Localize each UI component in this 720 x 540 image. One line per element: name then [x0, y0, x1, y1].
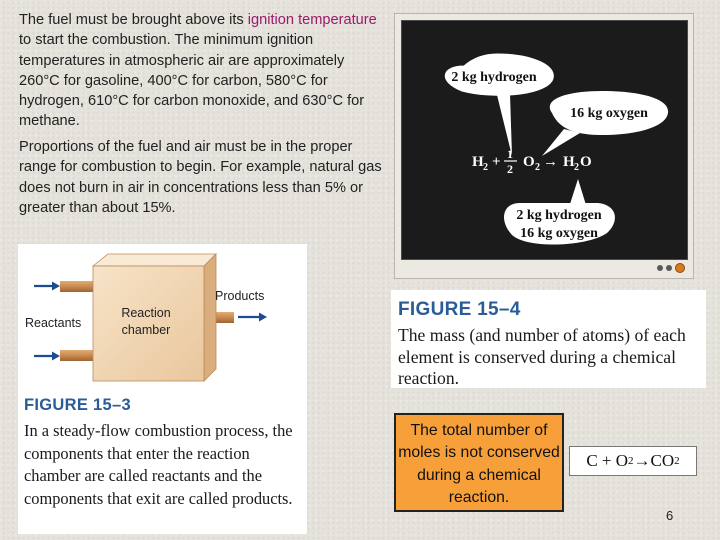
eq-co: CO [650, 451, 675, 470]
control-dot-icon[interactable] [666, 265, 672, 271]
paragraph1-text-after: to start the combustion. The minimum ignition temperatures in atmospheric air are approximately 260°C for gasoline, 400°C for carbon, 580°C for hydrogen, 610°C for carbon monoxide, and 630°C for methane. [19, 32, 365, 130]
eq-frac-den: 2 [507, 162, 513, 176]
eq-o-sub: 2 [628, 455, 634, 467]
figure-15-4-label: FIGURE 15–4 [398, 299, 521, 320]
eq-h2o-o: O [580, 154, 592, 170]
eq-h-sub: 2 [483, 162, 488, 173]
eq-c: C [586, 451, 598, 470]
eq-co-sub: 2 [674, 455, 680, 467]
eq-h2o-sub: 2 [574, 162, 579, 173]
products-label: Products [215, 289, 265, 303]
mass-conservation-animation [394, 13, 694, 279]
figure-15-3-caption: In a steady-flow combustion process, the components that enter the reaction chamber are called reactants and the components that exit are called products. [24, 421, 293, 508]
eq-arrow: → [543, 154, 558, 170]
moles-not-conserved-note: The total number of moles is not conserved during a chemical reaction. [394, 413, 564, 512]
paragraph-fuel-air-proportions: Proportions of the fuel and air must be in the proper range for combustion to begin. For example, natural gas does not burn in air in concentrations less than 5% or greater than about 15%. [19, 139, 382, 216]
figure-15-3 [18, 244, 307, 534]
eq-frac-num: 1 [507, 147, 513, 161]
eq-o: O [523, 154, 535, 170]
eq-o: O [615, 451, 629, 470]
carbon-combustion-equation [569, 446, 697, 476]
eq-plus: + [601, 451, 612, 470]
animation-controls [657, 262, 685, 274]
animation-screen [401, 20, 688, 260]
eq-h2o-h: H [563, 154, 575, 170]
paragraph1-text-before: The fuel must be brought above its [19, 12, 248, 28]
reactant-inlet-pipe-top [60, 281, 93, 292]
hydrogen-combustion-equation [472, 147, 592, 176]
figure-15-3-label: FIGURE 15–3 [24, 396, 131, 414]
reactant-inlet-pipe-bottom [60, 350, 93, 361]
oxygen-bubble-tail [542, 129, 580, 156]
control-dot-icon[interactable] [657, 265, 663, 271]
figure-15-4-caption: The mass (and number of atoms) of each element is conserved during a chemical reaction. [398, 325, 686, 388]
eq-o-sub: 2 [535, 162, 540, 173]
intro-paragraph-ignition [19, 10, 389, 132]
result-bubble-line1: 2 kg hydrogen [516, 208, 602, 223]
chamber-label-line2: chamber [121, 323, 171, 337]
reaction-chamber-diagram [18, 244, 307, 394]
figure-15-4-caption-box [391, 290, 706, 388]
page-number: 6 [666, 508, 674, 523]
eq-h: H [472, 154, 484, 170]
result-bubble-tail [570, 179, 586, 205]
ignition-temperature-highlight: ignition temperature [247, 12, 377, 28]
oxygen-bubble-text: 16 kg oxygen [570, 106, 648, 121]
hydrogen-bubble-text: 2 kg hydrogen [451, 70, 537, 85]
play-button-icon[interactable] [675, 263, 685, 273]
eq-arrow: → [633, 451, 651, 470]
reactants-label: Reactants [25, 316, 82, 330]
result-bubble-line2: 16 kg oxygen [520, 226, 598, 241]
chamber-label-line1: Reaction [121, 306, 171, 320]
hydrogen-oxygen-reaction-illustration [402, 21, 687, 259]
eq-plus: + [492, 154, 501, 170]
